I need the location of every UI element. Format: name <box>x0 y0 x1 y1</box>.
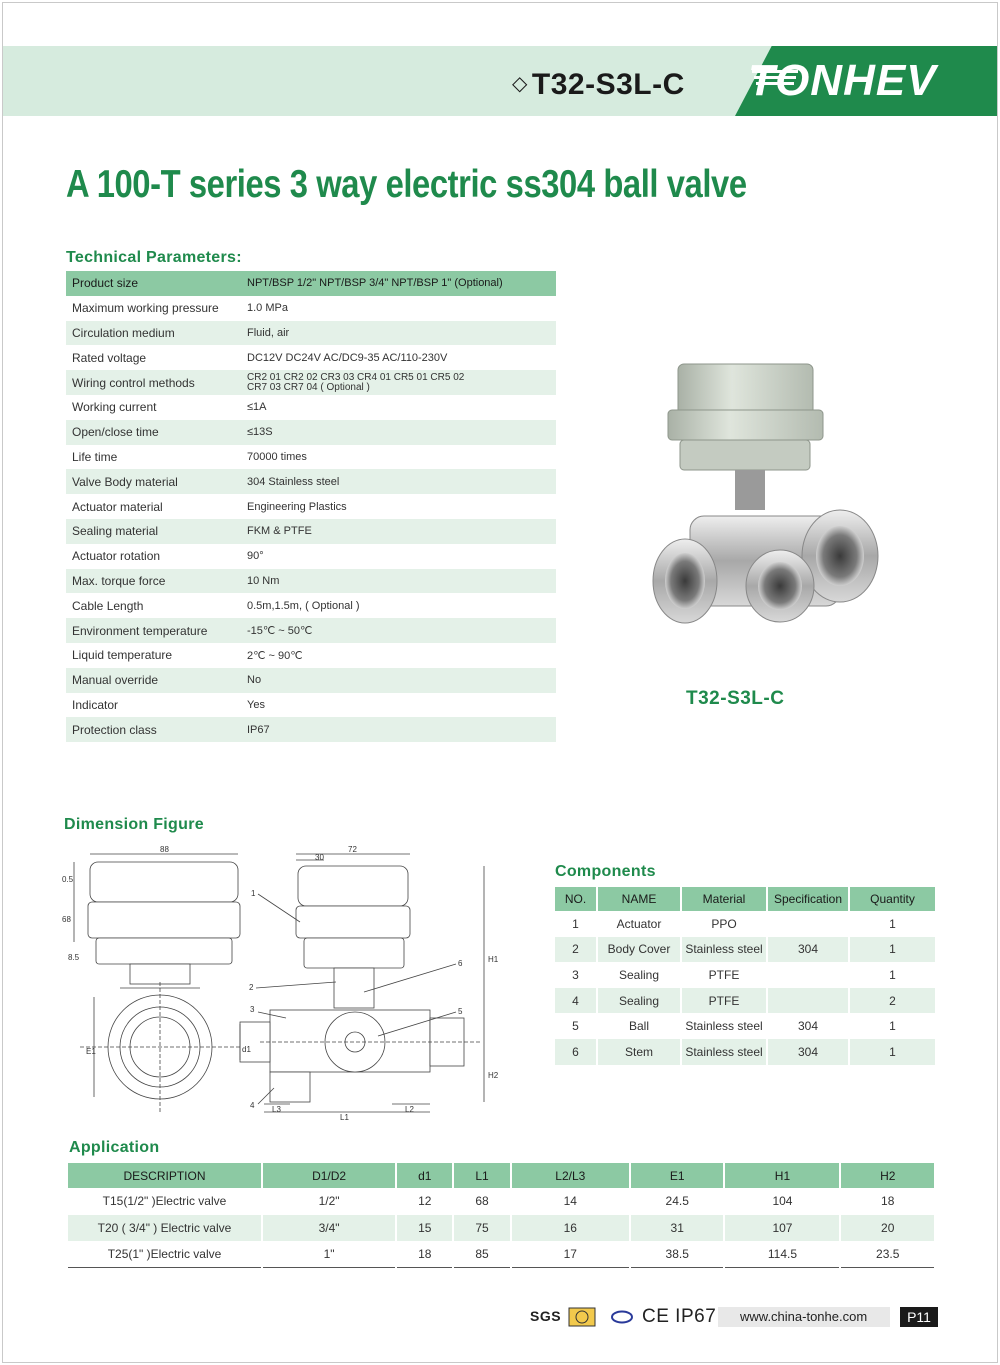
application-table <box>68 1163 936 1268</box>
param-key: Environment temperature <box>66 618 241 643</box>
component-cell: Stainless steel <box>681 937 767 963</box>
dim-h1-label: H1 <box>488 955 499 964</box>
component-cell: 4 <box>555 988 597 1014</box>
application-header-cell: d1 <box>396 1163 453 1188</box>
component-header-cell: Material <box>681 887 767 911</box>
dim-e1-label: E1 <box>86 1047 96 1056</box>
component-cell: Ball <box>597 1013 681 1039</box>
component-cell: 304 <box>767 1039 849 1065</box>
component-cell: 1 <box>849 1013 936 1039</box>
component-row <box>555 1039 936 1065</box>
param-row <box>66 271 556 296</box>
component-cell <box>767 988 849 1014</box>
dim-05-label: 0.5 <box>62 875 74 884</box>
param-value: 90° <box>241 544 556 569</box>
component-row <box>555 1013 936 1039</box>
param-key: Cable Length <box>66 593 241 618</box>
application-cell: T20 ( 3/4" ) Electric valve <box>68 1215 262 1242</box>
param-key: Maximum working pressure <box>66 296 241 321</box>
part-2-label: 2 <box>249 983 254 992</box>
dim-88-label: 88 <box>160 845 169 854</box>
param-value: ≤1A <box>241 395 556 420</box>
component-header-cell: Specification <box>767 887 849 911</box>
dim-d1-label: d1 <box>242 1045 251 1054</box>
param-key: Life time <box>66 445 241 470</box>
application-cell: 31 <box>630 1215 724 1242</box>
component-cell <box>767 962 849 988</box>
param-row <box>66 395 556 420</box>
application-cell: 68 <box>453 1188 510 1215</box>
param-row <box>66 445 556 470</box>
param-key: Product size <box>66 271 241 296</box>
param-key: Valve Body material <box>66 469 241 494</box>
component-cell: 1 <box>849 962 936 988</box>
param-value: 0.5m,1.5m, ( Optional ) <box>241 593 556 618</box>
application-cell: 23.5 <box>840 1241 935 1268</box>
component-cell: Sealing <box>597 988 681 1014</box>
param-row <box>66 469 556 494</box>
param-value: 70000 times <box>241 445 556 470</box>
param-value: DC12V DC24V AC/DC9-35 AC/110-230V <box>241 345 556 370</box>
param-row <box>66 321 556 346</box>
param-key: Wiring control methods <box>66 370 241 395</box>
param-value: 10 Nm <box>241 569 556 594</box>
param-key: Working current <box>66 395 241 420</box>
param-value: NPT/BSP 1/2" NPT/BSP 3/4" NPT/BSP 1" (Optional) <box>241 271 556 296</box>
component-header-cell: NAME <box>597 887 681 911</box>
param-row <box>66 668 556 693</box>
application-cell: 114.5 <box>724 1241 840 1268</box>
dim-l3-label: L3 <box>272 1105 281 1114</box>
dim-l1-label: L1 <box>340 1113 349 1122</box>
component-row <box>555 911 936 937</box>
param-row <box>66 370 556 395</box>
application-cell: 18 <box>840 1188 935 1215</box>
application-cell: 24.5 <box>630 1188 724 1215</box>
component-cell: Body Cover <box>597 937 681 963</box>
application-header-cell: DESCRIPTION <box>68 1163 262 1188</box>
cert-badge-icon <box>568 1307 596 1327</box>
application-header-cell: L2/L3 <box>511 1163 630 1188</box>
application-cell: 14 <box>511 1188 630 1215</box>
param-value: -15℃ ~ 50℃ <box>241 618 556 643</box>
component-cell: 1 <box>849 911 936 937</box>
param-value: ≤13S <box>241 420 556 445</box>
param-key: Liquid temperature <box>66 643 241 668</box>
application-header-cell: H1 <box>724 1163 840 1188</box>
product-caption: T32-S3L-C <box>686 688 785 709</box>
page-number: P11 <box>900 1307 938 1327</box>
param-row <box>66 643 556 668</box>
param-key: Open/close time <box>66 420 241 445</box>
param-row <box>66 519 556 544</box>
dimension-heading: Dimension Figure <box>64 816 204 833</box>
component-cell: Stem <box>597 1039 681 1065</box>
param-value: 2℃ ~ 90℃ <box>241 643 556 668</box>
component-cell: 1 <box>555 911 597 937</box>
part-6-label: 6 <box>458 959 463 968</box>
param-key: Actuator material <box>66 494 241 519</box>
part-3-label: 3 <box>250 1005 255 1014</box>
param-value: Yes <box>241 693 556 718</box>
application-cell: 3/4" <box>262 1215 396 1242</box>
component-row <box>555 937 936 963</box>
component-cell <box>767 911 849 937</box>
component-cell: 6 <box>555 1039 597 1065</box>
brand-logo: TONHEV <box>748 56 937 105</box>
dimension-drawing <box>60 842 500 1122</box>
dim-85-label: 8.5 <box>68 953 80 962</box>
param-key: Rated voltage <box>66 345 241 370</box>
param-value: Engineering Plastics <box>241 494 556 519</box>
application-header-cell: E1 <box>630 1163 724 1188</box>
tech-params-heading: Technical Parameters: <box>66 249 242 266</box>
param-key: Circulation medium <box>66 321 241 346</box>
component-cell: PPO <box>681 911 767 937</box>
model-code-text: T32-S3L-C <box>531 68 685 101</box>
param-row <box>66 296 556 321</box>
param-value: Fluid, air <box>241 321 556 346</box>
param-value: IP67 <box>241 717 556 742</box>
application-cell: T15(1/2" )Electric valve <box>68 1188 262 1215</box>
diamond-icon: ◇ <box>512 73 528 95</box>
component-cell: Stainless steel <box>681 1039 767 1065</box>
component-cell: 1 <box>849 937 936 963</box>
component-row <box>555 988 936 1014</box>
param-key: Protection class <box>66 717 241 742</box>
part-4-label: 4 <box>250 1101 255 1110</box>
component-cell: PTFE <box>681 988 767 1014</box>
application-cell: 38.5 <box>630 1241 724 1268</box>
application-cell: T25(1" )Electric valve <box>68 1241 262 1268</box>
component-cell: 5 <box>555 1013 597 1039</box>
param-row <box>66 593 556 618</box>
component-cell: Actuator <box>597 911 681 937</box>
param-key: Manual override <box>66 668 241 693</box>
application-cell: 17 <box>511 1241 630 1268</box>
website-url: www.china-tonhe.com <box>718 1307 890 1327</box>
param-value: 1.0 MPa <box>241 296 556 321</box>
param-key: Actuator rotation <box>66 544 241 569</box>
dim-h2-label: H2 <box>488 1071 499 1080</box>
application-header-cell: D1/D2 <box>262 1163 396 1188</box>
param-row <box>66 618 556 643</box>
application-cell: 85 <box>453 1241 510 1268</box>
application-cell: 107 <box>724 1215 840 1242</box>
component-cell: 1 <box>849 1039 936 1065</box>
application-row <box>68 1215 935 1242</box>
param-value: 304 Stainless steel <box>241 469 556 494</box>
dim-72-label: 72 <box>348 845 357 854</box>
param-row <box>66 420 556 445</box>
sgs-mark: SGS <box>530 1308 562 1324</box>
component-cell: 304 <box>767 1013 849 1039</box>
component-row <box>555 962 936 988</box>
param-key: Indicator <box>66 693 241 718</box>
param-value <box>241 370 556 395</box>
component-header-cell: NO. <box>555 887 597 911</box>
component-cell: PTFE <box>681 962 767 988</box>
header-model-code <box>512 68 685 102</box>
component-cell: 3 <box>555 962 597 988</box>
components-heading: Components <box>555 863 656 880</box>
application-row <box>68 1188 935 1215</box>
application-heading: Application <box>69 1139 160 1156</box>
component-cell: Stainless steel <box>681 1013 767 1039</box>
param-value: FKM & PTFE <box>241 519 556 544</box>
application-cell: 1/2" <box>262 1188 396 1215</box>
param-value-line2: CR7 03 CR7 04 ( Optional ) <box>247 381 370 393</box>
component-cell: Sealing <box>597 962 681 988</box>
tech-params-table <box>66 271 556 742</box>
param-row <box>66 494 556 519</box>
ring-logo-icon <box>610 1310 634 1324</box>
application-cell: 15 <box>396 1215 453 1242</box>
part-5-label: 5 <box>458 1007 463 1016</box>
application-header-cell: L1 <box>453 1163 510 1188</box>
footer <box>530 1304 940 1330</box>
component-cell: 2 <box>555 937 597 963</box>
application-cell: 1" <box>262 1241 396 1268</box>
param-value-line1: CR2 01 CR2 02 CR3 03 CR4 01 CR5 01 CR5 02 <box>247 371 465 383</box>
param-row <box>66 693 556 718</box>
component-cell: 304 <box>767 937 849 963</box>
application-row <box>68 1241 935 1268</box>
application-cell: 16 <box>511 1215 630 1242</box>
component-cell: 2 <box>849 988 936 1014</box>
application-cell: 75 <box>453 1215 510 1242</box>
application-header-cell: H2 <box>840 1163 935 1188</box>
components-table <box>555 887 937 1065</box>
param-key: Max. torque force <box>66 569 241 594</box>
application-cell: 20 <box>840 1215 935 1242</box>
param-row <box>66 569 556 594</box>
dim-30-label: 30 <box>315 853 324 862</box>
component-header-cell: Quantity <box>849 887 936 911</box>
param-value: No <box>241 668 556 693</box>
param-row <box>66 345 556 370</box>
dim-68-label: 68 <box>62 915 71 924</box>
application-cell: 12 <box>396 1188 453 1215</box>
dim-l2-label: L2 <box>405 1105 414 1114</box>
param-row <box>66 717 556 742</box>
application-cell: 104 <box>724 1188 840 1215</box>
param-row <box>66 544 556 569</box>
application-cell: 18 <box>396 1241 453 1268</box>
part-1-label: 1 <box>251 889 256 898</box>
page-title: A 100-T series 3 way electric ss304 ball valve <box>66 163 747 206</box>
param-key: Sealing material <box>66 519 241 544</box>
ce-ip67-mark: CE IP67 <box>642 1306 717 1327</box>
valve-product-image <box>650 356 880 641</box>
